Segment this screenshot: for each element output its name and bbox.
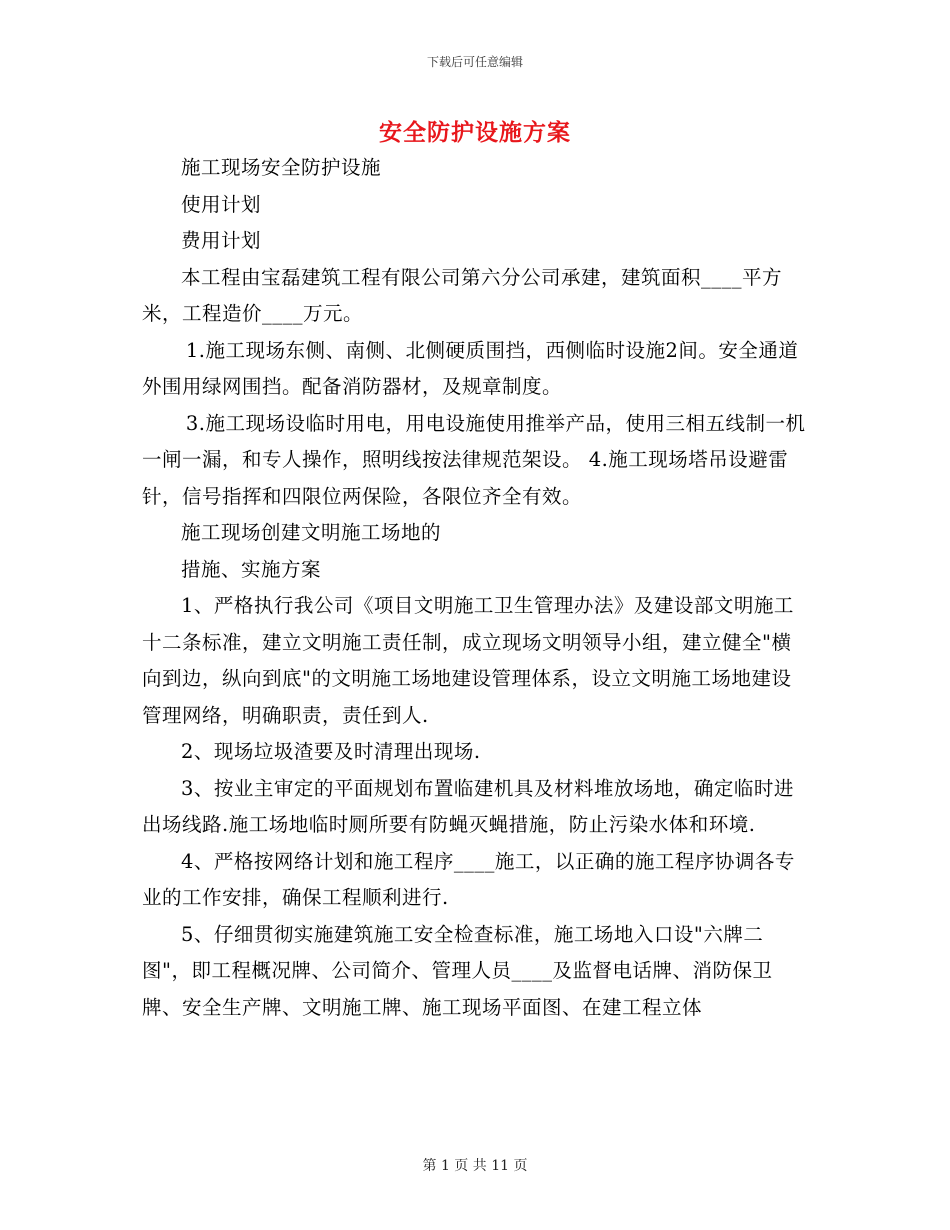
paragraph: 1、严格执行我公司《项目文明施工卫生管理办法》及建设部文明施工十二条标准，建立文明施工责任制，成立现场文明领导小组，建立健全"横向到边，纵向到底"的文明施工场地建设管理体系，设立文明施工场地建设管理网络，明确职责，责任到人. [142, 594, 794, 727]
paragraph: 施工现场创建文明施工场地的 [181, 521, 442, 544]
paragraph: 3、按业主审定的平面规划布置临建机具及材料堆放场地，确定临时进出场线路.施工场地临时厕所要有防蝇灭蝇措施，防止污染水体和环境. [142, 776, 794, 836]
paragraph: 措施、实施方案 [181, 557, 322, 581]
paragraph: 4、严格按网络计划和施工程序____施工，以正确的施工程序协调各专业的工作安排，确保工程顺利进行. [142, 849, 795, 909]
document-body [142, 150, 808, 1026]
page-header-note: 下载后可任意编辑 [426, 55, 523, 69]
paragraph: 1.施工现场东侧、南侧、北侧硬质围挡，西侧临时设施2间。安全通道外围用绿网围挡。配备消防器材，及规章制度。 [142, 338, 799, 398]
paragraph: 3.施工现场设临时用电，用电设施使用推举产品，使用三相五线制一机一闸一漏，和专人操作，照明线按法律规范架设。 4.施工现场塔吊设避雷针，信号指挥和四限位两保险，各限位齐全有效。 [142, 411, 806, 508]
paragraph: 使用计划 [181, 192, 262, 216]
paragraph: 本工程由宝磊建筑工程有限公司第六分公司承建，建筑面积____平方米，工程造价____万元。 [142, 265, 783, 325]
paragraph: 费用计划 [181, 229, 262, 252]
page-number-footer: 第 1 页 共 11 页 [422, 1158, 528, 1174]
paragraph: 2、现场垃圾渣要及时清理出现场. [181, 740, 481, 763]
paragraph: 5、仔细贯彻实施建筑施工安全检查标准，施工场地入口设"六牌二图"，即工程概况牌、公司简介、管理人员____及监督电话牌、消防保卫牌、安全生产牌、文明施工牌、施工现场平面图、在建工程立体 [142, 922, 773, 1019]
document-title: 安全防护设施方案 [379, 119, 571, 146]
paragraph: 施工现场安全防护设施 [181, 156, 382, 179]
